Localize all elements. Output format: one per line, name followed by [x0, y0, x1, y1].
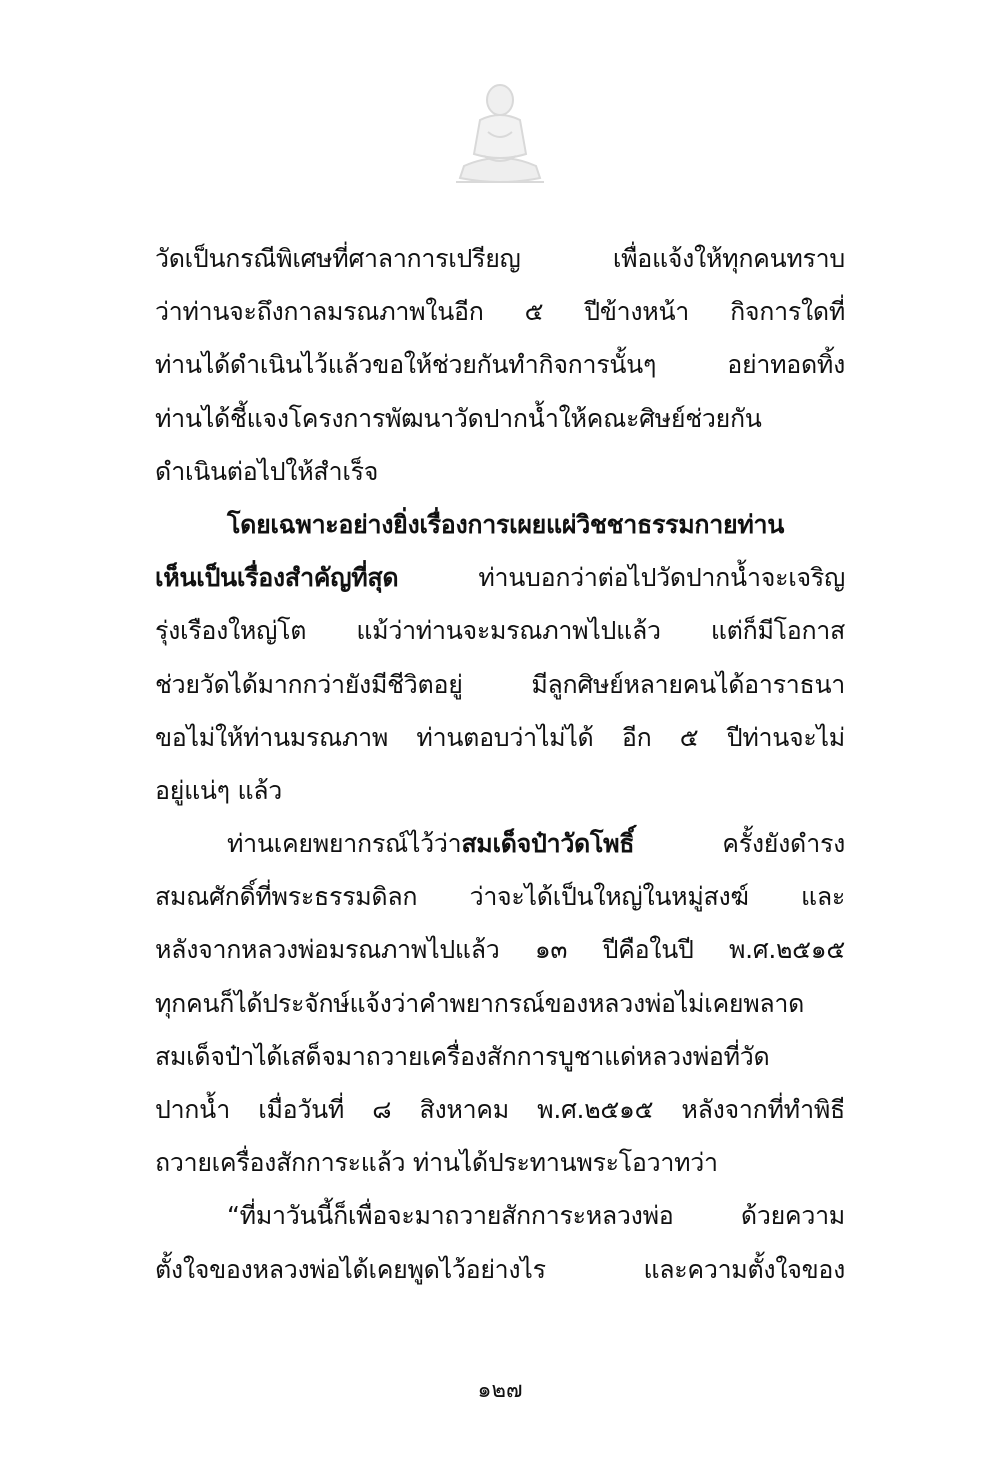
text-line: ช่วยวัดได้มากกว่ายังมีชีวิตอยู่ มีลูกศิษย์หลายคนได้อาราธนา: [155, 669, 845, 699]
text-line: ท่านได้ดำเนินไว้แล้วขอให้ช่วยกันทำกิจการนั้นๆ อย่าทอดทิ้ง: [155, 350, 845, 380]
paragraph-heading: โดยเฉพาะอย่างยิ่งเรื่องการเผยแผ่วิชชาธรรมกายท่าน: [227, 509, 785, 539]
monk-statue-icon: [440, 70, 560, 190]
text-line: เห็นเป็นเรื่องสำคัญที่สุด ท่านบอกว่าต่อไปวัดปากน้ำจะเจริญ: [155, 563, 845, 593]
body-text: [155, 232, 845, 1296]
text-line: หลังจากหลวงพ่อมรณภาพไปแล้ว ๑๓ ปีคือในปี พ.ศ.๒๕๑๕: [155, 935, 845, 965]
page-number: ๑๒๗: [477, 1378, 523, 1403]
text-line: ดำเนินต่อไปให้สำเร็จ: [155, 456, 379, 486]
quote-line: “ที่มาวันนี้ก็เพื่อจะมาถวายสักการะหลวงพ่อ ด้วยความ: [227, 1201, 845, 1231]
text-line: ขอไม่ให้ท่านมรณภาพ ท่านตอบว่าไม่ได้ อีก ๕ ปีท่านจะไม่: [155, 722, 845, 752]
text-line: ปากน้ำ เมื่อวันที่ ๘ สิงหาคม พ.ศ.๒๕๑๕ หลังจากที่ทำพิธี: [155, 1095, 845, 1124]
text-line: ทุกคนก็ได้ประจักษ์แจ้งว่าคำพยากรณ์ของหลวงพ่อไม่เคยพลาด: [155, 988, 805, 1018]
text-line: อยู่แน่ๆ แล้ว: [155, 775, 283, 805]
text-line: รุ่งเรืองใหญ่โต แม้ว่าท่านจะมรณภาพไปแล้ว แต่ก็มีโอกาส: [155, 616, 845, 646]
text-line: ท่านเคยพยากรณ์ไว้ว่าสมเด็จป๋าวัดโพธิ์ ครั้งยังดำรง: [227, 829, 845, 859]
text-line: สมเด็จป๋าได้เสด็จมาถวายเครื่องสักการบูชาแด่หลวงพ่อที่วัด: [155, 1041, 770, 1071]
text-line: วัดเป็นกรณีพิเศษที่ศาลาการเปรียญ เพื่อแจ้งให้ทุกคนทราบ: [155, 244, 845, 273]
text-line: ว่าท่านจะถึงกาลมรณภาพในอีก ๕ ปีข้างหน้า กิจการใดที่: [155, 297, 845, 327]
text-line: สมณศักดิ์ที่พระธรรมดิลก ว่าจะได้เป็นใหญ่ในหมู่สงฆ์ และ: [155, 882, 845, 912]
text-line: ท่านได้ชี้แจงโครงการพัฒนาวัดปากน้ำให้คณะศิษย์ช่วยกัน: [155, 403, 762, 433]
text-line: ตั้งใจของหลวงพ่อได้เคยพูดไว้อย่างไร และความตั้งใจของ: [155, 1254, 845, 1284]
text-line: ถวายเครื่องสักการะแล้ว ท่านได้ประทานพระโอวาทว่า: [155, 1148, 718, 1178]
